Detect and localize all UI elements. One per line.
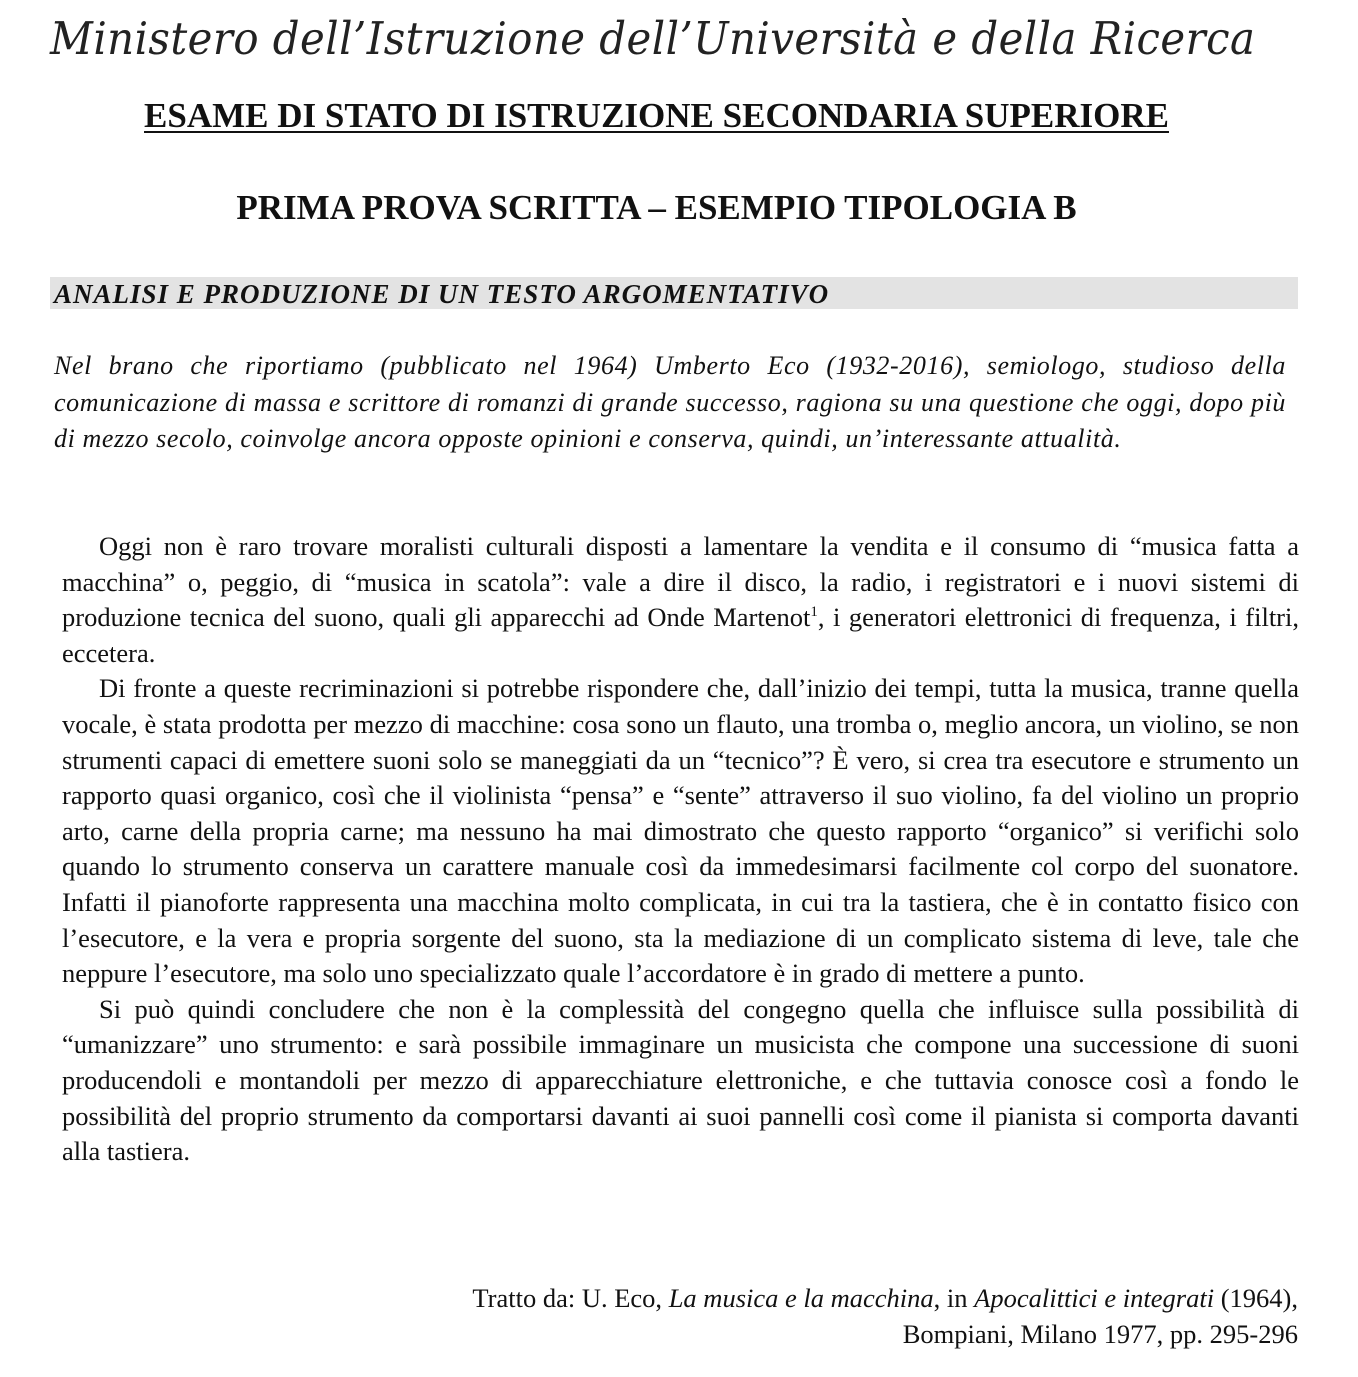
citation-prefix: Tratto da: U. Eco, [472, 1283, 669, 1313]
prova-title: PRIMA PROVA SCRITTA – ESEMPIO TIPOLOGIA B [236, 188, 1077, 227]
citation-book-title: Apocalittici e integrati [974, 1283, 1215, 1313]
paragraph-3: Si può quindi concludere che non è la complessità del congegno quella che influisce sulla possibilità di “umanizzare” uno strumento: e sarà possibile immaginare un musicista che compone una successione di suoni producendoli e montandoli per mezzo di apparecchiature elettroniche, e che tuttavia conosce così a fondo le possibilità del proprio strumento da comportarsi davanti ai suoi pannelli così come il pianista si comporta davanti alla tastiera. [62, 993, 1299, 1167]
citation-middle: , in [933, 1283, 975, 1313]
paragraph-1 [62, 529, 1299, 671]
paragraph-2: Di fronte a queste recriminazioni si potrebbe rispondere che, dall’inizio dei tempi, tutta la musica, tranne quella vocale, è stata prodotta per mezzo di macchine: cosa sono un flauto, una tromba o, meglio ancora, un violino, se non strumenti capaci di emettere suoni solo se maneggiati da un “tecnico”? È vero, si crea tra esecutore e strumento un rapporto quasi organico, così che il violinista “pensa” e “sente” attraverso il suo violino, fa del violino un proprio arto, carne della propria carne; ma nessuno ha mai dimostrato che questo rapporto “organico” si verifichi solo quando lo strumento conserva un carattere manuale così da immedesimarsi facilmente col corpo del suonatore. Infatti il pianoforte rappresenta una macchina molto complicata, in cui tra la tastiera, che è in contatto fisico con l’esecutore, e la vera e propria sorgente del suono, sta la mediazione di un complicato sistema di leve, tale che neppure l’esecutore, ma solo uno specializzato quale l’accordatore è in grado di mettere a punto. [62, 673, 1299, 989]
ministry-letterhead: Ministero dell’Istruzione dell’Università e della Ricerca [50, 12, 1256, 65]
paragraph-1-text-end: , i generatori elettronici di frequenza, i filtri, eccetera. [62, 602, 1299, 668]
footnote-marker: 1 [810, 604, 818, 621]
citation-essay-title: La musica e la macchina [668, 1283, 934, 1313]
citation-line-1 [298, 1281, 1298, 1317]
intro-paragraph: Nel brano che riportiamo (pubblicato nel 1964) Umberto Eco (1932-2016), semiologo, studioso della comunicazione di massa e scrittore di romanzi di grande successo, ragiona su una questione che oggi, dopo più di mezzo secolo, coinvolge ancora opposte opinioni e conserva, quindi, un’interessante attualità. [54, 351, 1286, 454]
exam-title: ESAME DI STATO DI ISTRUZIONE SECONDARIA SUPERIORE [144, 96, 1169, 135]
passage-body [62, 529, 1299, 1170]
source-citation [298, 1281, 1298, 1352]
paragraph-1-text: Oggi non è raro trovare moralisti culturali disposti a lamentare la vendita e il consumo di “musica fatta a macchina” o, peggio, di “musica in scatola”: vale a dire il disco, la radio, i registratori e i nuovi sistemi di produzione tecnica del suono, quali gli apparecchi ad Onde Martenot [62, 531, 1299, 633]
citation-year: (1964), [1214, 1283, 1298, 1313]
section-title: ANALISI E PRODUZIONE DI UN TESTO ARGOMENTATIVO [54, 279, 830, 309]
citation-publisher: Bompiani, Milano 1977, pp. 295-296 [902, 1318, 1298, 1349]
